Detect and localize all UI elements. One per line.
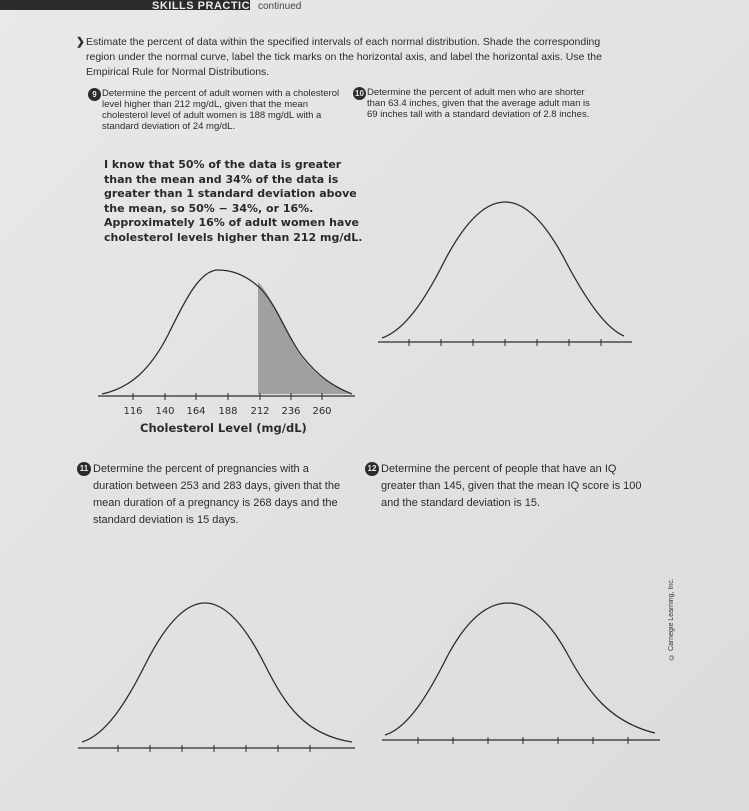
problem-text: Determine the percent of people that have an IQ greater than 145, given that the mean IQ score is 100 and the standard deviation is 15. (381, 463, 642, 509)
problem-number-badge: 10 (353, 87, 366, 100)
problem-text: Determine the percent of pregnancies with a duration between 253 and 283 days, given that the mean duration of a pregnancy is 268 days and the standard deviation is 15 days. (93, 463, 341, 526)
problem-number-badge: 12 (365, 462, 379, 476)
normal-curve-11 (82, 603, 352, 742)
section-subtitle: continued (258, 1, 302, 12)
tick-label: 260 (312, 406, 332, 417)
copyright-notice: © Carnegie Learning, Inc. (668, 578, 675, 660)
normal-curve-12 (385, 603, 655, 735)
tick-label: 164 (186, 406, 206, 417)
instructions-text: Estimate the percent of data within the specified intervals of each normal distribution. Shade the corresponding region under the normal curve, label the tick marks on the horizontal axis, and label the horizontal axis. Use the Empirical Rule for Normal Distributions. (86, 36, 602, 78)
tick-label: 236 (281, 406, 301, 417)
answer-9: I know that 50% of the data is greater than the mean and 34% of the data is greater than 1 standard deviation above the mean, so 50% − 34%, or 16%. Approximately 16% of adult women have cholesterol levels higher than 212 mg/dL. (104, 158, 363, 244)
problem-text: Determine the percent of adult men who are shorter than 63.4 inches, given that the average adult man is 69 inches tall with a standard deviation of 2.8 inches. (367, 87, 590, 120)
section-title: SKILLS PRACTICE (152, 0, 258, 12)
tick-label: 140 (155, 406, 175, 417)
shaded-region (258, 282, 350, 394)
axis-label-9: Cholesterol Level (mg/dL) (140, 421, 307, 435)
problem-number-badge: 11 (77, 462, 91, 476)
tick-label: 188 (218, 406, 238, 417)
chevron-right-icon: ❯ (76, 36, 85, 48)
problem-12 (365, 461, 650, 512)
normal-curve-10 (382, 202, 624, 338)
problem-text: Determine the percent of adult women with a cholesterol level higher than 212 mg/dL, given that the mean cholesterol level of adult women is 188 mg/dL with a standard deviation of 24 mg/dL. (102, 88, 340, 132)
problem-number-badge: 9 (88, 88, 101, 101)
tick-label: 212 (250, 406, 270, 417)
problem-11 (77, 461, 347, 529)
tick-label: 116 (123, 406, 143, 417)
